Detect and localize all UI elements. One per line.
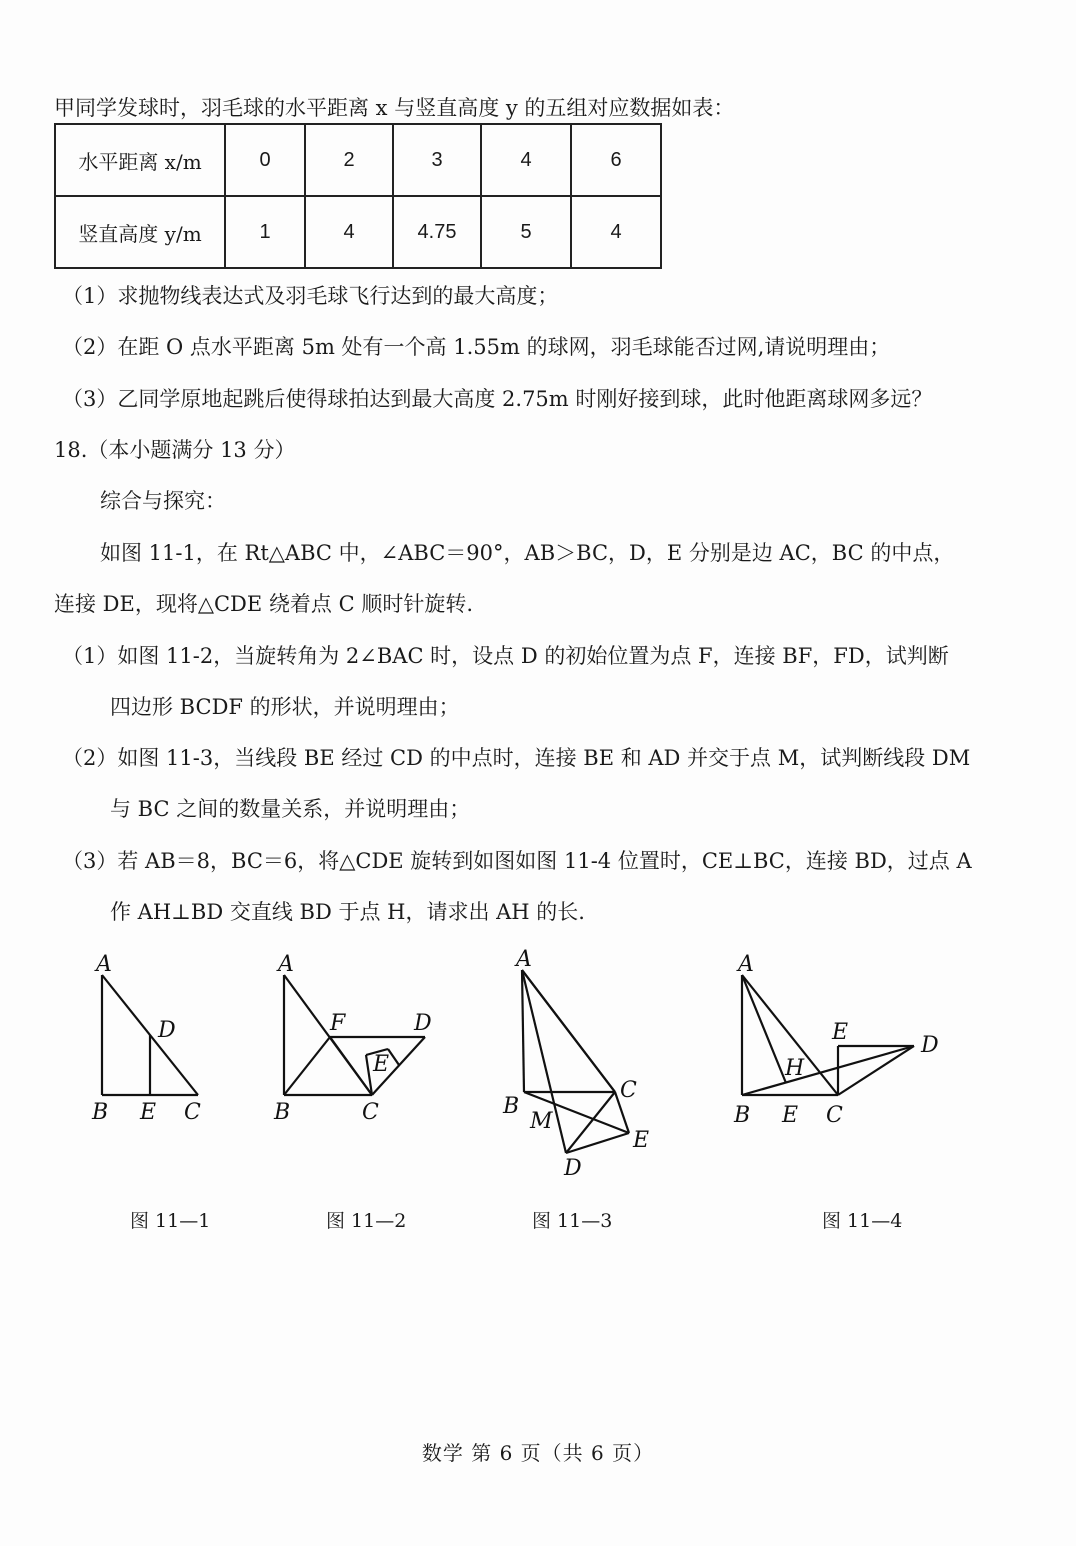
table-cell: 2 (305, 124, 393, 196)
figure-caption: 图 11—2 (326, 1210, 407, 1232)
label-A: A (96, 952, 112, 977)
label-B: B (503, 1094, 520, 1119)
table-cell: 1 (225, 196, 305, 268)
label-C: C (362, 1100, 379, 1125)
table-cell: 4.75 (393, 196, 481, 268)
q18-part2-line2: 与 BC 之间的数量关系，并说明理由； (110, 797, 471, 821)
label-M: M (530, 1109, 553, 1134)
page-footer: 数学 第 6 页（共 6 页） (421, 1441, 655, 1465)
q17-part2: （2）在距 O 点水平距离 5m 处有一个高 1.55m 的球网，羽毛球能否过网,请说明理由； (62, 335, 891, 359)
row-label-x: 水平距离 x/m (55, 124, 225, 196)
table-cell: 4 (305, 196, 393, 268)
label-B: B (274, 1100, 291, 1125)
row-label-y: 竖直高度 y/m (55, 196, 225, 268)
figure-caption: 图 11—4 (822, 1210, 903, 1232)
label-C: C (620, 1078, 637, 1103)
label-D: D (564, 1156, 582, 1181)
q18-part3-line2: 作 AH⊥BD 交直线 BD 于点 H，请求出 AH 的长. (110, 900, 585, 924)
label-A: A (278, 952, 294, 977)
label-D: D (414, 1011, 432, 1036)
q18-part2-line1: （2）如图 11-3，当线段 BE 经过 CD 的中点时，连接 BE 和 AD 并交于点 M，试判断线段 DM (62, 746, 971, 770)
label-F: F (330, 1011, 346, 1036)
table-cell: 4 (481, 124, 571, 196)
table-cell: 3 (393, 124, 481, 196)
q18-part1-line2: 四边形 BCDF 的形状，并说明理由； (110, 695, 460, 719)
q18-topic: 综合与探究： (100, 489, 226, 513)
q18-stem-line2: 连接 DE，现将△CDE 绕着点 C 顺时针旋转. (54, 592, 473, 616)
label-E: E (140, 1100, 157, 1125)
label-B: B (734, 1103, 751, 1128)
figure-11-1 (102, 975, 198, 1095)
question-intro: 甲同学发球时，羽毛球的水平距离 x 与竖直高度 y 的五组对应数据如表： (54, 96, 735, 120)
figure-caption: 图 11—3 (532, 1210, 613, 1232)
q18-heading: 18.（本小题满分 13 分） (54, 438, 296, 462)
table-cell: 6 (571, 124, 661, 196)
label-H: H (785, 1056, 805, 1081)
q17-part3: （3）乙同学原地起跳后使得球拍达到最大高度 2.75m 时刚好接到球，此时他距离球网多远？ (62, 387, 933, 411)
label-B: B (92, 1100, 109, 1125)
label-A: A (516, 947, 532, 972)
label-A: A (738, 952, 754, 977)
label-D: D (158, 1018, 176, 1043)
data-table (54, 123, 662, 269)
q18-stem-line1: 如图 11-1，在 Rt△ABC 中，∠ABC＝90°，AB＞BC，D，E 分别是边 AC，BC 的中点， (100, 541, 955, 565)
label-E: E (782, 1103, 799, 1128)
table-cell: 0 (225, 124, 305, 196)
figure-11-2 (284, 975, 425, 1095)
label-E: E (373, 1052, 390, 1077)
q18-part1-line1: （1）如图 11-2，当旋转角为 2∠BAC 时，设点 D 的初始位置为点 F，连接 BF，FD，试判断 (62, 644, 949, 668)
label-E: E (832, 1020, 849, 1045)
table-cell: 4 (571, 196, 661, 268)
label-C: C (184, 1100, 201, 1125)
geometry-figures (0, 930, 1076, 1190)
table-cell: 5 (481, 196, 571, 268)
table-row (55, 124, 661, 196)
table-row (55, 196, 661, 268)
label-D: D (921, 1033, 939, 1058)
figure-11-4 (742, 975, 914, 1095)
q17-part1: （1）求抛物线表达式及羽毛球飞行达到的最大高度； (62, 284, 559, 308)
q18-part3-line1: （3）若 AB＝8，BC＝6，将△CDE 旋转到如图如图 11-4 位置时，CE⊥BC，连接 BD，过点 A (62, 849, 972, 873)
label-E: E (633, 1128, 650, 1153)
figure-caption: 图 11—1 (130, 1210, 211, 1232)
label-C: C (826, 1103, 843, 1128)
